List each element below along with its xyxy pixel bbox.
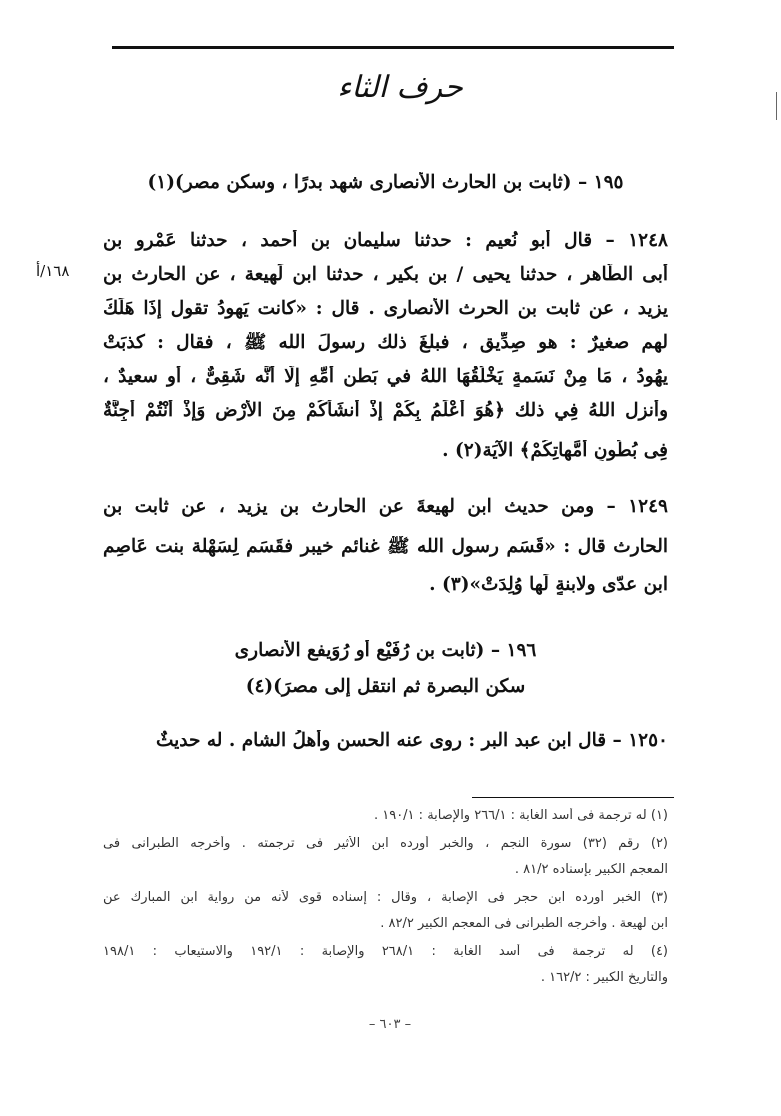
entry-1250-line: ١٢٥٠ – قال ابن عبد البر : روى عنه الحسن وأهلُ الشام . له حديثٌ — [155, 730, 668, 751]
entry-1248-line: فِى بُطُونِ أُمَّهاتِكُمْ﴾ الآيَة(٢) . — [442, 440, 668, 461]
folio-margin-note: ١٦٨/أ — [36, 262, 70, 280]
footnote-line: (٢) رقم (٣٢) سورة النجم ، والخبر أورده ابن الأثير فى ترجمته . وأخرجه الطبرانى فى — [103, 836, 668, 851]
chapter-heading: حرف الثاء — [337, 70, 463, 105]
edge-mark — [776, 92, 777, 120]
entry-1249-line: ابن عدّى ولابنةٍ لَها وُلِدَتْ»(٣) . — [429, 574, 668, 595]
footnote-line: المعجم الكبير بإسناده ٨١/٢ . — [514, 862, 668, 877]
entry-196-title: ١٩٦ – (ثابت بن رُفَيْع أو رُوَيفع الأنصارى — [234, 640, 537, 661]
entry-195-title: ١٩٥ – (ثابت بن الحارث الأنصارى شهد بدرًا ، وسكن مصر)(١) — [147, 172, 624, 193]
entry-1248-line: وأنزل اللهُ فِي ذلك ﴿هُوَ أَعْلَمُ بِكُمْ إِذْ أَنشَأَكُمْ مِنَ الأَرْضِ وَإِذْ أَنْتُمْ أَجِنَّةٌ — [103, 400, 668, 421]
footnote-line: ابن لهيعة . وأخرجه الطبرانى فى المعجم الكبير ٨٢/٢ . — [380, 916, 668, 931]
entry-1248-line: يزيد ، عن ثابت بن الحرث الأنصارى . قال : «كانت يَهودُ تقول إذَا هَلَكَ — [103, 298, 668, 319]
footnote-rule — [472, 797, 674, 798]
entry-1249-line: الحارث قال : «قَسَم رسول الله ﷺ غنائم خيبر فقَسَم لِسَهْلة بنت عَاصِم — [103, 536, 668, 557]
footnote-line: (٣) الخبر أورده ابن حجر فى الإصابة ، وقال : إسناده قوى لأنه من رواية ابن المبارك عن — [103, 890, 668, 905]
page-number: – ٦٠٣ – — [368, 1017, 412, 1032]
entry-1248-line: يهُودُ ، مَا مِنْ نَسَمةٍ يَخْلُقُهَا اللهُ في بَطنِ أُمِّهِ إلَّا أنَّه شَقِىٌّ ، أو سعيدٌ ، — [103, 366, 668, 387]
entry-1249-line: ١٢٤٩ – ومن حديث ابن لهيعةَ عن الحارث بن يزيد ، عن ثابت بن — [103, 496, 668, 517]
footnote-line: والتاريخ الكبير : ١٦٢/٢ . — [540, 970, 668, 985]
entry-1248-line: لهم صغيرٌ : هو صِدِّيق ، فبلغَ ذلك رسولَ الله ﷺ ، فقال : كذبَتْ — [103, 332, 668, 353]
entry-1248-line: ١٢٤٨ – قال أبو نُعيم : حدثنا سليمان بن أحمد ، حدثنا عَمْرو بن — [103, 230, 668, 251]
entry-1248-line: أبى الطّاهر ، حدثنا يحيى / بن بكير ، حدثنا ابن لَهيعة ، عن الحارث بن — [103, 264, 668, 285]
footnote-line: (١) له ترجمة فى أسد الغابة : ٢٦٦/١ والإصابة : ١٩٠/١ . — [373, 808, 668, 823]
top-rule — [112, 46, 674, 49]
footnote-line: (٤) له ترجمة فى أسد الغابة : ٢٦٨/١ والإصابة : ١٩٢/١ والاستيعاب : ١٩٨/١ — [103, 944, 668, 959]
entry-196-subtitle: سكن البصرة ثم انتقل إلى مصرَ)(٤) — [245, 676, 526, 697]
